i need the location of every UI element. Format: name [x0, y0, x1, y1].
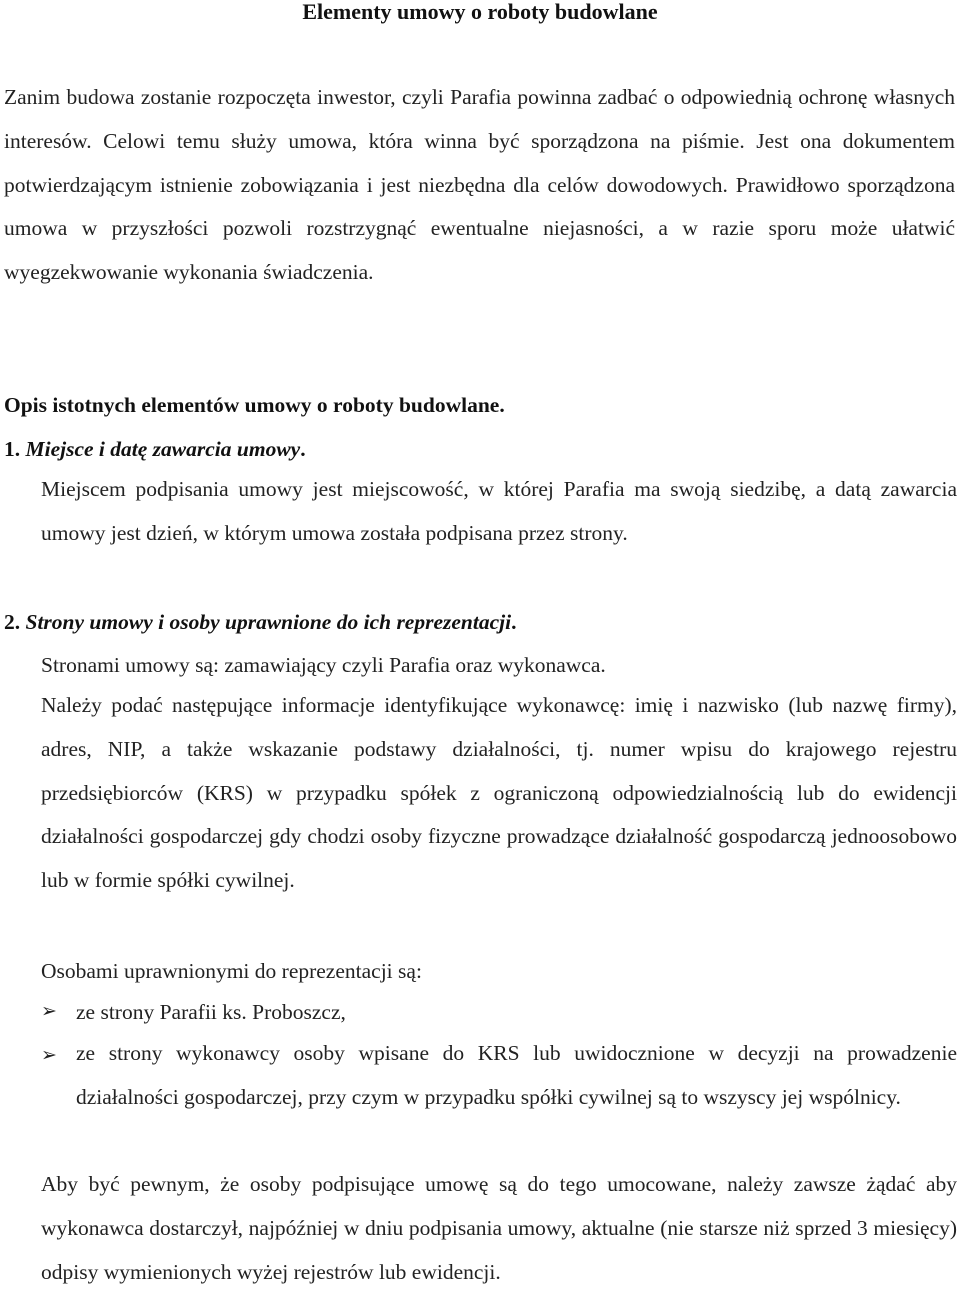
item-1-title-dot: . — [300, 437, 306, 461]
item-2-closing: Aby być pewnym, że osoby podpisujące umowę są do tego umocowane, należy zawsze żądać aby wykonawca dostarczył, najpóźniej w dniu podpisania umowy, aktualne (nie starsze niż sprzed 3 miesięcy) odpisy wymienionych wyżej rejestrów lub ewidencji. — [41, 1172, 957, 1284]
item-2-info: Należy podać następujące informacje identyfikujące wykonawcę: imię i nazwisko (lub nazwę firmy), adres, NIP, a także wskazanie podstawy działalności, tj. numer wpisu do krajowego rejestru przedsiębiorców (KRS) w przypadku spółek z ograniczoną odpowiedzialnością lub do ewidencji działalności gospodarczej gdy chodzi osoby fizyczne prowadzące działalność gospodarczą jednoosobowo lub w formie spółki cywilnej. — [41, 693, 957, 893]
bullet-item-contractor: ze strony wykonawcy osoby wpisane do KRS lub uwidocznione w decyzji na prowadzenie działalności gospodarczej, przy czym w przypadku spółki cywilnej są to wszyscy jej wspólnicy. — [76, 1041, 957, 1109]
item-2-number: 2. — [4, 610, 21, 634]
section-heading: Opis istotnych elementów umowy o roboty budowlane. — [4, 393, 505, 417]
arrowhead-bullet-icon: ➢ — [41, 1000, 57, 1022]
item-1-number: 1. — [4, 437, 21, 461]
bullet-item-parish: ze strony Parafii ks. Proboszcz, — [76, 1000, 346, 1024]
intro-paragraph: Zanim budowa zostanie rozpoczęta inwestor, czyli Parafia powinna zadbać o odpowiednią ochronę własnych interesów. Celowi temu służy umowa, która winna być sporządzona na piśmie. Jest ona dokumentem potwierdzającym istnienie zobowiązania i jest niezbędna dla celów dowodowych. Prawidłowo sporządzona umowa w przyszłości pozwoli rozstrzygnąć ewentualne niejasności, a w razie sporu może ułatwić wyegzekwowanie wykonania świadczenia. — [4, 85, 955, 285]
item-2-parties: Stronami umowy są: zamawiający czyli Parafia oraz wykonawca. — [41, 653, 606, 677]
item-2-title-dot: . — [511, 610, 517, 634]
item-2-heading — [4, 610, 516, 634]
arrowhead-bullet-icon: ➢ — [41, 1044, 57, 1066]
item-1-heading — [4, 437, 306, 461]
document-title: Elementy umowy o roboty budowlane — [302, 0, 658, 24]
item-1-body: Miejscem podpisania umowy jest miejscowość, w której Parafia ma swoją siedzibę, a datą zawarcia umowy jest dzień, w którym umowa została podpisana przez strony. — [41, 477, 957, 545]
item-2-authorized-intro: Osobami uprawnionymi do reprezentacji są: — [41, 959, 422, 983]
item-1-title: Miejsce i datę zawarcia umowy — [25, 437, 301, 461]
item-2-title: Strony umowy i osoby uprawnione do ich reprezentacji — [25, 610, 512, 634]
